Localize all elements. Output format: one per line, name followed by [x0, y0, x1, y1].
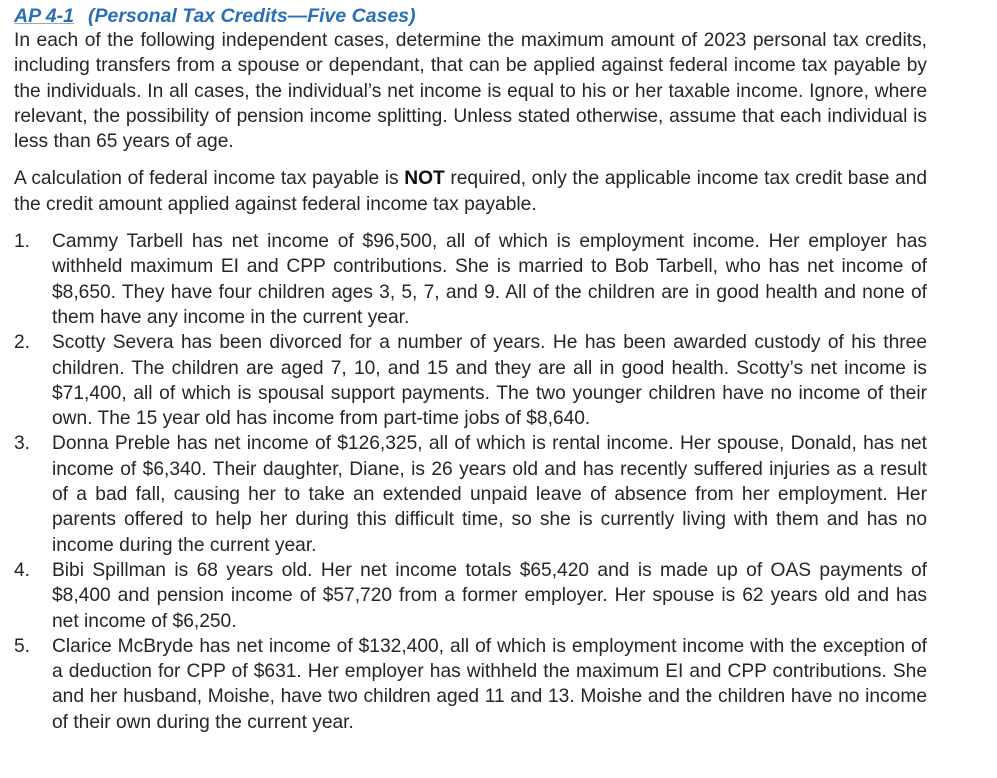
- case-item-3: [14, 431, 927, 557]
- intro-paragraph: In each of the following independent cases, determine the maximum amount of 2023 personal tax credits, including transfers from a spouse or dependant, that can be applied against federal income tax payable by the individuals. In all cases, the individual’s net income is equal to his or her taxable income. Ignore, where relevant, the possibility of pension income splitting. Unless stated otherwise, assume that each individual is less than 65 years of age.: [14, 30, 927, 153]
- case-number: 2.: [14, 332, 31, 354]
- instruction-emphasis: NOT: [404, 168, 445, 190]
- case-text: Clarice McBryde has net income of $132,400, all of which is employment income with the exception of a deduction for CPP of $631. Her employer has withheld the maximum EI and CPP contributions. She and her husband, Moishe, have two children aged 11 and 13. Moishe and the children have no income of their own during the current year.: [52, 635, 927, 733]
- case-text: Scotty Severa has been divorced for a number of years. He has been awarded custody of his three children. The children are aged 7, 10, and 15 and they are all in good health. Scotty’s net income is $71,400, all of which is spousal support payments. The two younger children have no income of their own. The 15 year old has income from part-time jobs of $8,640.: [52, 332, 927, 430]
- case-item-2: [14, 330, 927, 431]
- case-item-4: [14, 558, 927, 634]
- problem-title: (Personal Tax Credits—Five Cases): [87, 5, 416, 27]
- case-number: 4.: [14, 559, 31, 581]
- case-text: Donna Preble has net income of $126,325, all of which is rental income. Her spouse, Donald, has net income of $6,340. Their daughter, Diane, is 26 years old and has recently suffered injuries as a result of a bad fall, causing her to take an extended unpaid leave of absence from her employment. Her parents offered to help her during this difficult time, so she is currently living with them and has no income during the current year.: [52, 433, 927, 556]
- problem-code: AP 4-1: [14, 5, 74, 27]
- instruction-text-end: required, only the applicable income tax credit base and the credit amount applied against federal income tax payable.: [14, 168, 927, 215]
- problem-heading: [14, 4, 927, 28]
- case-number: 1.: [14, 231, 31, 253]
- case-list: [14, 229, 927, 735]
- case-text: Bibi Spillman is 68 years old. Her net income totals $65,420 and is made up of OAS payments of $8,400 and pension income of $57,720 from a former employer. Her spouse is 62 years old and has net income of $6,250.: [52, 559, 927, 632]
- case-number: 5.: [14, 635, 31, 657]
- case-item-1: [14, 229, 927, 330]
- instruction-paragraph: [14, 166, 927, 217]
- case-number: 3.: [14, 433, 31, 455]
- case-text: Cammy Tarbell has net income of $96,500, all of which is employment income. Her employer has withheld maximum EI and CPP contributions. She is married to Bob Tarbell, who has net income of $8,650. They have four children ages 3, 5, 7, and 9. All of the children are in good health and none of them have any income in the current year.: [52, 231, 927, 328]
- case-item-5: [14, 634, 927, 735]
- instruction-text-start: A calculation of federal income tax payable is: [14, 168, 405, 190]
